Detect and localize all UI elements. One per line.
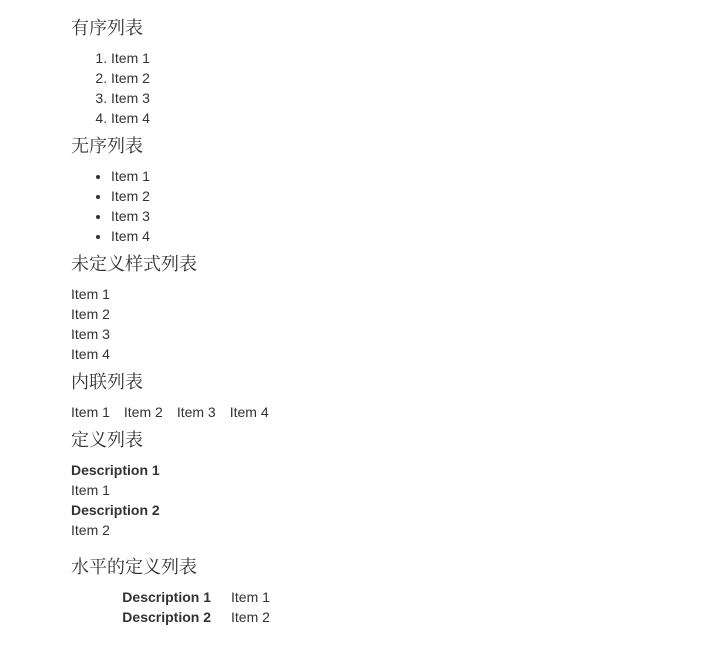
- definition-term: Description 2: [71, 502, 160, 518]
- unordered-list-title: 无序列表: [71, 136, 143, 157]
- inline-list-title: 内联列表: [71, 372, 143, 393]
- list-item: Item 2: [71, 306, 110, 322]
- list-item: • Item 2: [111, 186, 691, 206]
- unordered-list: [71, 166, 691, 246]
- horizontal-definition-row: [71, 607, 691, 627]
- list-item: 3. Item 3: [111, 88, 691, 108]
- definition-list: [71, 460, 691, 540]
- list-item: Item 4: [71, 346, 110, 362]
- list-item: Item 1: [71, 404, 110, 420]
- definition-desc: Item 1: [231, 589, 270, 605]
- ordered-list-title: 有序列表: [71, 18, 143, 39]
- list-item: Item 3: [176, 404, 216, 420]
- unstyled-list: [71, 284, 691, 364]
- definition-list-title: 定义列表: [71, 430, 143, 451]
- list-item: • Item 4: [111, 226, 691, 246]
- list-item: • Item 3: [111, 206, 691, 226]
- content: [71, 18, 691, 627]
- definition-term: Description 2: [122, 609, 211, 625]
- definition-term: Description 1: [71, 462, 160, 478]
- definition-desc: Item 2: [71, 522, 110, 538]
- list-item: • Item 1: [111, 166, 691, 186]
- list-item: Item 1: [71, 286, 110, 302]
- ordered-list: [71, 48, 691, 128]
- list-item: 1. Item 1: [111, 48, 691, 68]
- list-item: 4. Item 4: [111, 108, 691, 128]
- inline-list: [71, 402, 691, 422]
- horizontal-definition-list-title: 水平的定义列表: [71, 557, 197, 578]
- list-item: Item 4: [229, 404, 269, 420]
- definition-desc: Item 1: [71, 482, 110, 498]
- list-item: 2. Item 2: [111, 68, 691, 88]
- unstyled-list-title: 未定义样式列表: [71, 254, 197, 275]
- definition-desc: Item 2: [231, 609, 270, 625]
- horizontal-definition-row: [71, 587, 691, 607]
- definition-term: Description 1: [122, 589, 211, 605]
- horizontal-definition-list: [71, 587, 691, 627]
- list-item: Item 3: [71, 326, 110, 342]
- list-item: Item 2: [123, 404, 163, 420]
